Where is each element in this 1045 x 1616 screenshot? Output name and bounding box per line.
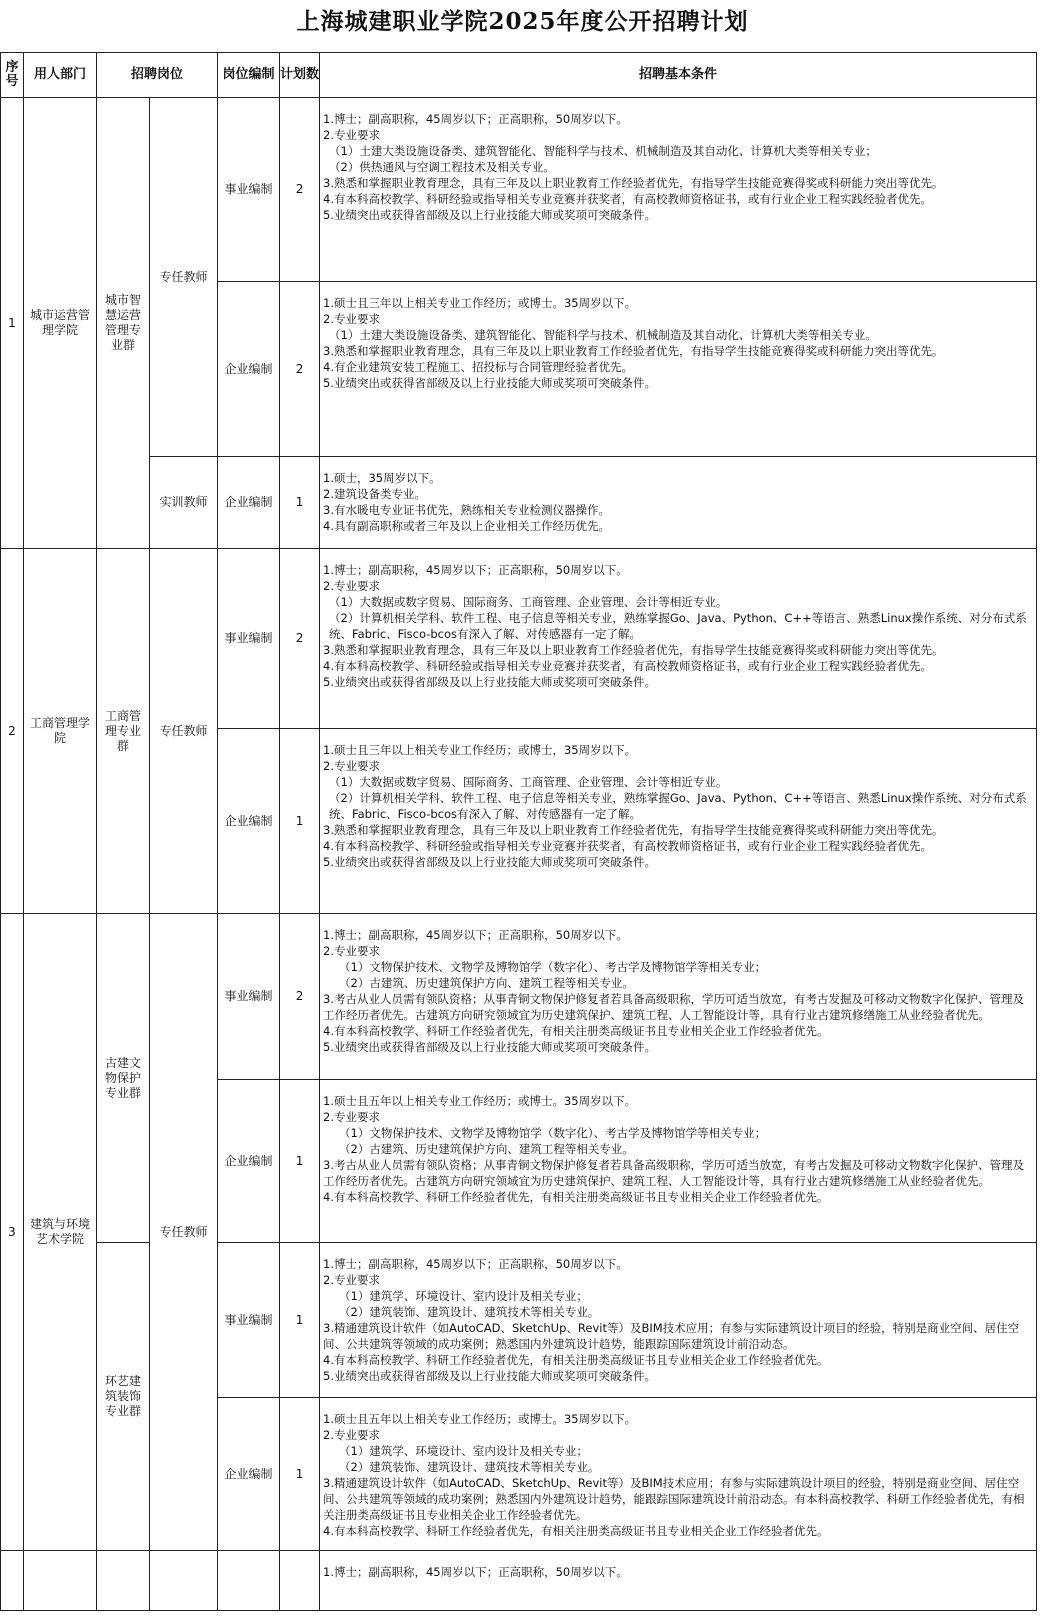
staffing-type: 事业编制 [218,914,280,1080]
requirement-line: 1.博士；副高职称，45周岁以下；正高职称，50周岁以下。 [323,928,628,942]
plan-count: 1 [280,729,320,914]
requirements-cell [320,457,1037,549]
requirement-line: 2.专业要求 [323,944,380,958]
staffing-type: 事业编制 [218,549,280,729]
requirement-line: （2）建筑装饰、建筑设计、建筑技术等相关专业。 [339,1305,600,1319]
header-dept: 用人部门 [24,53,97,98]
requirement-line: 4.有本科高校教学、科研经验或指导相关专业竞赛并获奖者，有高校教师资格证书，或有行业企业工程实践经验者优先。 [323,659,932,673]
requirements-cell [320,1551,1037,1611]
major-group: 环艺建筑装饰专业群 [97,1243,150,1551]
requirement-line: （1）文物保护技术、文物学及博物馆学（数字化）、考古学及博物馆学等相关专业； [339,1126,767,1140]
plan-count: 2 [280,282,320,457]
requirement-line: 1.硕士且三年以上相关专业工作经历；或博士。35周岁以下。 [323,296,637,310]
requirement-line: 5.业绩突出或获得省部级及以上行业技能大师或奖项可突破条件。 [323,675,656,689]
table-row [1,1551,1037,1611]
role-name: 专任教师 [150,549,218,914]
requirement-line: 5.业绩突出或获得省部级及以上行业技能大师或奖项可突破条件。 [323,855,656,869]
requirement-line: 4.有本科高校教学、科研工作经验者优先，有相关注册类高级证书且专业相关企业工作经验者优先。 [323,1190,829,1204]
dept-name: 建筑与环境艺术学院 [24,914,97,1551]
requirement-line: 1.博士；副高职称，45周岁以下；正高职称，50周岁以下。 [323,1257,628,1271]
requirement-line: 2.建筑设备类专业。 [323,487,426,501]
requirement-line: 5.业绩突出或获得省部级及以上行业技能大师或奖项可突破条件。 [323,208,656,222]
plan-count [280,1551,320,1611]
plan-count: 1 [280,457,320,549]
role-name [150,1551,218,1611]
requirement-line: 1.硕士，35周岁以下。 [323,471,441,485]
requirements-cell [320,914,1037,1080]
requirement-line: 3.熟悉和掌握职业教育理念，具有三年及以上职业教育工作经验者优先，有指导学生技能竞赛得奖或科研能力突出等优先。 [323,643,944,657]
requirement-line: （2）计算机相关学科、软件工程、电子信息等相关专业，熟练掌握Go、Java、Python、C++等语言、熟悉Linux操作系统、对分布式系统、Fabric、Fisco-bcos有深入了解、对传感器有一定了解。 [329,611,1027,641]
staffing-type: 企业编制 [218,1080,280,1243]
dept-name: 城市运营管理学院 [24,98,97,549]
requirement-line: （1）文物保护技术、文物学及博物馆学（数字化）、考古学及博物馆学等相关专业； [339,960,767,974]
page-title: 上海城建职业学院2025年度公开招聘计划 [296,8,749,35]
requirement-line: 5.业绩突出或获得省部级及以上行业技能大师或奖项可突破条件。 [323,1369,656,1383]
requirement-line: （1）大数据或数字贸易、国际商务、工商管理、企业管理、会计等相近专业。 [329,775,728,789]
requirements-cell [320,1398,1037,1551]
header-row [1,53,1037,98]
requirement-line: （2）计算机相关学科、软件工程、电子信息等相关专业，熟练掌握Go、Java、Python、C++等语言、熟悉Linux操作系统、对分布式系统、Fabric、Fisco-bcos有深入了解、对传感器有一定了解。 [329,791,1027,821]
role-name: 实训教师 [150,457,218,549]
dept-no [1,1551,24,1611]
staffing-type [218,1551,280,1611]
role-name: 专任教师 [150,98,218,457]
requirement-line: 3.熟悉和掌握职业教育理念，具有三年及以上职业教育工作经验者优先，有指导学生技能竞赛得奖或科研能力突出等优先。 [323,176,944,190]
staffing-type: 事业编制 [218,1243,280,1398]
table-row [1,914,1037,1080]
requirement-line: 5.业绩突出或获得省部级及以上行业技能大师或奖项可突破条件。 [323,376,656,390]
table-row [1,549,1037,729]
requirement-line: 2.专业要求 [323,579,380,593]
header-requirements: 招聘基本条件 [320,53,1037,98]
requirement-line: 4.有本科高校教学、科研工作经验者优先，有相关注册类高级证书且专业相关企业工作经验者优先。 [323,1524,829,1538]
dept-name: 工商管理学院 [24,549,97,914]
requirement-line: 1.硕士且五年以上相关专业工作经历；或博士。35周岁以下。 [323,1412,637,1426]
plan-count: 1 [280,1243,320,1398]
requirement-line: （2）供热通风与空调工程技术及相关专业。 [329,160,555,174]
requirement-line: 3.考古从业人员需有领队资格；从事青铜文物保护修复者若具备高级职称，学历可适当放宽，有考古发掘及可移动文物数字化保护、管理及工作经历者优先。古建筑方向研究领域宜为历史建筑保护、建筑工程、人工智能设计等，具有行业古建筑修缮施工从业经验者优先。 [323,1158,1024,1188]
table-row [1,457,1037,549]
requirement-line: （2）古建筑、历史建筑保护方向、建筑工程等相关专业。 [339,976,634,990]
requirement-line: （1）大数据或数字贸易、国际商务、工商管理、企业管理、会计等相近专业。 [329,595,728,609]
staffing-type: 企业编制 [218,1398,280,1551]
requirement-line: 3.精通建筑设计软件（如AutoCAD、SketchUp、Revit等）及BIM技术应用；有参与实际建筑设计项目的经验，特别是商业空间、居住空间、公共建筑等领域的成功案例；熟悉国内外建筑设计趋势，能跟踪国际建筑设计前沿动态。有本科高校教学、科研工作经验者优先，有相关注册类高级证书且专业相关企业工作经验者优先。 [323,1476,1025,1522]
requirement-line: 4.有本科高校教学、科研经验或指导相关专业竞赛并获奖者，有高校教师资格证书，或有行业企业工程实践经验者优先。 [323,192,932,206]
requirement-line: 4.有本科高校教学、科研工作经验者优先，有相关注册类高级证书且专业相关企业工作经验者优先。 [323,1024,829,1038]
requirement-line: 4.具有副高职称或者三年及以上企业相关工作经历优先。 [323,519,610,533]
plan-count: 2 [280,914,320,1080]
role-name: 专任教师 [150,914,218,1551]
requirements-cell [320,549,1037,729]
dept-no: 1 [1,98,24,549]
staffing-type: 企业编制 [218,729,280,914]
requirement-line: 2.专业要求 [323,128,380,142]
requirement-line: 2.专业要求 [323,1273,380,1287]
recruitment-table [0,52,1037,1611]
requirement-line: 4.有本科高校教学、科研工作经验者优先，有相关注册类高级证书且专业相关企业工作经验者优先。 [323,1353,829,1367]
plan-count: 2 [280,549,320,729]
requirement-line: 1.博士；副高职称，45周岁以下；正高职称，50周岁以下。 [323,1565,628,1579]
staffing-type: 企业编制 [218,282,280,457]
requirement-line: 1.硕士且三年以上相关专业工作经历；或博士，35周岁以下。 [323,743,637,757]
header-count: 计划数 [280,53,320,98]
requirements-cell [320,1080,1037,1243]
requirement-line: 1.博士；副高职称，45周岁以下；正高职称，50周岁以下。 [323,563,628,577]
requirement-line: 4.有本科高校教学、科研经验或指导相关专业竞赛并获奖者，有高校教师资格证书，或有行业企业工程实践经验者优先。 [323,839,932,853]
dept-no: 2 [1,549,24,914]
header-staffing: 岗位编制 [218,53,280,98]
staffing-type: 事业编制 [218,98,280,282]
staffing-type: 企业编制 [218,457,280,549]
requirement-line: （2）建筑装饰、建筑设计、建筑技术等相关专业。 [339,1460,600,1474]
plan-count: 1 [280,1080,320,1243]
requirement-line: 5.业绩突出或获得省部级及以上行业技能大师或奖项可突破条件。 [323,1040,656,1054]
requirement-line: （1）建筑学、环境设计、室内设计及相关专业； [339,1444,588,1458]
requirement-line: （2）古建筑、历史建筑保护方向、建筑工程等相关专业。 [339,1142,634,1156]
major-group [97,1551,150,1611]
requirement-line: （1）建筑学、环境设计、室内设计及相关专业； [339,1289,588,1303]
requirements-cell [320,1243,1037,1398]
dept-name [24,1551,97,1611]
requirement-line: 2.专业要求 [323,312,380,326]
requirement-line: 3.考古从业人员需有领队资格；从事青铜文物保护修复者若具备高级职称，学历可适当放宽，有考古发掘及可移动文物数字化保护、管理及工作经历者优先。古建筑方向研究领域宜为历史建筑保护、建筑工程、人工智能设计等，具有行业古建筑修缮施工从业经验者优先。 [323,992,1024,1022]
requirement-line: （1）土建大类设施设备类、建筑智能化、智能科学与技术、机械制造及其自动化、计算机大类等相关专业。 [329,328,877,342]
major-group: 工商管理专业群 [97,549,150,914]
requirement-line: 3.熟悉和掌握职业教育理念，具有三年及以上职业教育工作经验者优先，有指导学生技能竞赛得奖或科研能力突出等优先。 [323,344,944,358]
table-row [1,98,1037,282]
requirement-line: 1.硕士且五年以上相关专业工作经历；或博士。35周岁以下。 [323,1094,637,1108]
header-no: 序号 [1,53,24,98]
requirements-cell [320,282,1037,457]
plan-count: 2 [280,98,320,282]
major-group: 城市智慧运营管理专业群 [97,98,150,549]
requirement-line: 1.博士；副高职称，45周岁以下；正高职称，50周岁以下。 [323,112,628,126]
requirement-line: 3.熟悉和掌握职业教育理念，具有三年及以上职业教育工作经验者优先，有指导学生技能竞赛得奖或科研能力突出等优先。 [323,823,944,837]
requirement-line: 4.有企业建筑安装工程施工、招投标与合同管理经验者优先。 [323,360,633,374]
requirements-cell [320,729,1037,914]
header-position: 招聘岗位 [97,53,218,98]
requirement-line: 2.专业要求 [323,1428,380,1442]
requirement-line: （1）土建大类设施设备类、建筑智能化、智能科学与技术、机械制造及其自动化、计算机大类等相关专业； [329,144,877,158]
requirement-line: 3.精通建筑设计软件（如AutoCAD、SketchUp、Revit等）及BIM技术应用；有参与实际建筑设计项目的经验，特别是商业空间、居住空间、公共建筑等领域的成功案例；熟悉国内外建筑设计趋势，能跟踪国际建筑设计前沿动态。 [323,1321,1020,1351]
requirement-line: 2.专业要求 [323,759,380,773]
requirements-cell [320,98,1037,282]
requirement-line: 2.专业要求 [323,1110,380,1124]
major-group: 古建文物保护专业群 [97,914,150,1243]
requirement-line: 3.有水暖电专业证书优先，熟练相关专业检测仪器操作。 [323,503,610,517]
plan-count: 1 [280,1398,320,1551]
dept-no: 3 [1,914,24,1551]
